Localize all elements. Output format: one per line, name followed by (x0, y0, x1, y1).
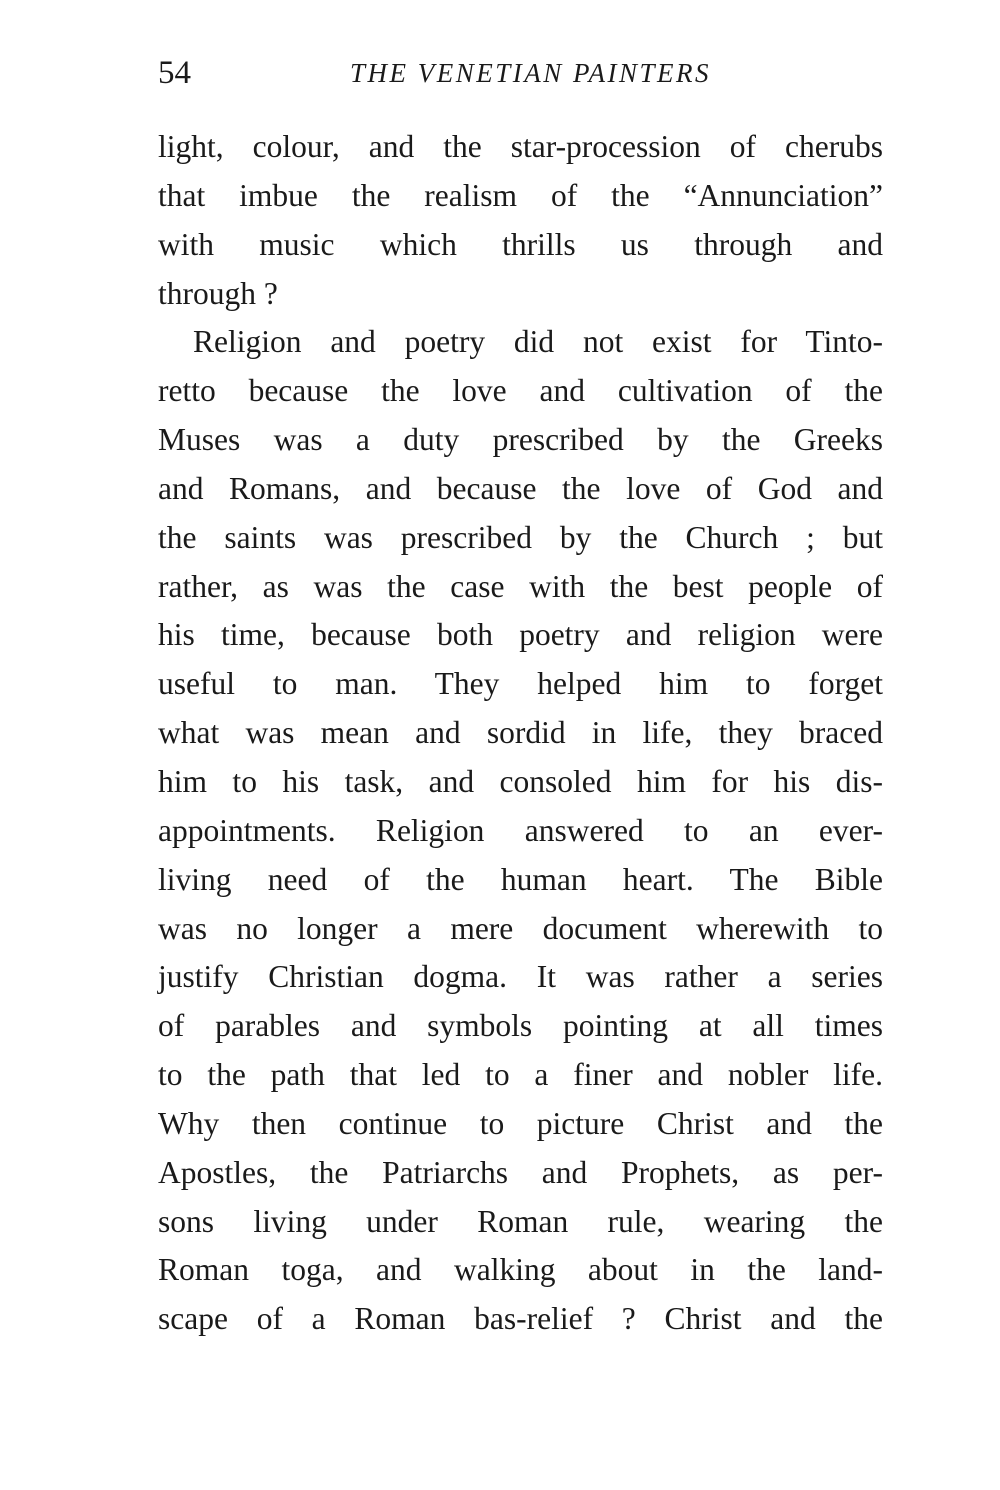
text-line: Roman toga, and walking about in the land- (158, 1252, 883, 1288)
text-line: was no longer a mere document wherewith to (158, 910, 883, 946)
page-number: 54 (158, 55, 191, 91)
text-line: useful to man. They helped him to forget (158, 666, 883, 702)
text-line: the saints was prescribed by the Church ; but (158, 519, 883, 555)
text-line: light, colour, and the star-procession of cherubs (158, 129, 883, 164)
text-line: with music which thrills us through and (158, 226, 883, 262)
text-line: rather, as was the case with the best people of (158, 568, 883, 604)
text-line: what was mean and sordid in life, they braced (158, 715, 883, 751)
text-line: his time, because both poetry and religion were (158, 617, 883, 653)
paragraph-start-line: Religion and poetry did not exist for Tinto- (193, 324, 883, 360)
text-line: Apostles, the Patriarchs and Prophets, as per- (158, 1154, 883, 1190)
text-line: to the path that led to a finer and nobler life. (158, 1057, 883, 1093)
text-line: retto because the love and cultivation of the (158, 373, 883, 409)
text-line: appointments. Religion answered to an ever- (158, 812, 883, 848)
text-line: Why then continue to picture Christ and the (158, 1105, 883, 1141)
running-title: THE VENETIAN PAINTERS (349, 58, 711, 88)
body-text (158, 123, 883, 1344)
text-line: and Romans, and because the love of God and (158, 470, 883, 506)
text-line: sons living under Roman rule, wearing the (158, 1203, 883, 1239)
text-line: Muses was a duty prescribed by the Greeks (158, 422, 883, 458)
text-line: him to his task, and consoled him for his dis- (158, 763, 883, 799)
text-line: of parables and symbols pointing at all times (158, 1008, 883, 1044)
page-header (158, 48, 883, 98)
text-line: justify Christian dogma. It was rather a series (158, 959, 883, 995)
text-line: scape of a Roman bas-relief ? Christ and the (158, 1301, 883, 1337)
text-line: that imbue the realism of the “Annunciation” (158, 177, 883, 213)
text-line: living need of the human heart. The Bible (158, 861, 883, 897)
paragraph-end-line: through ? (158, 275, 278, 311)
